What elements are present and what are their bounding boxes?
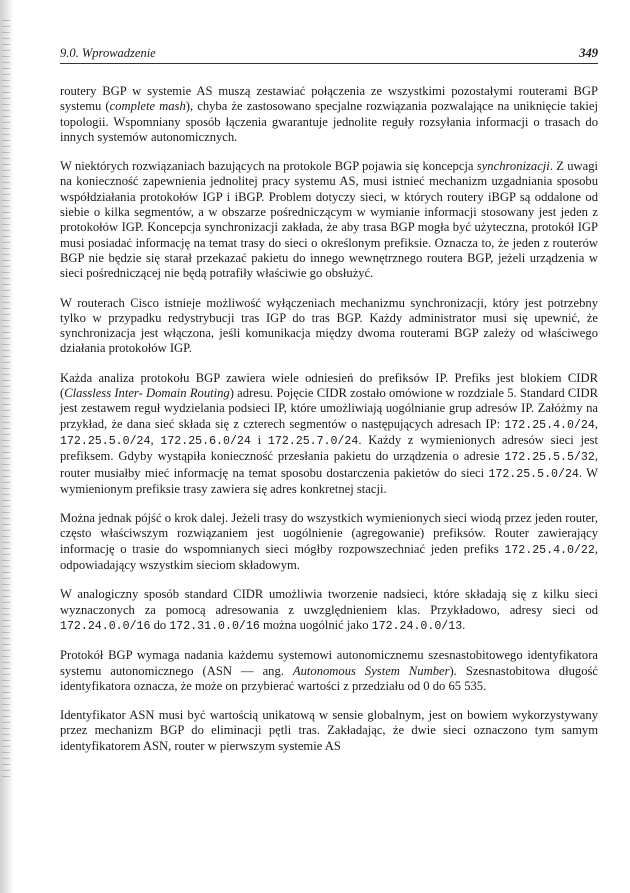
text-run: Identyfikator ASN musi być wartością unikatową w sensie globalnym, jest on bowiem wykorzystywany przez mechanizm BGP do eliminacji pętli tras. Zakładając, że dwie sieci oznaczono tym samym identyfikatorem ASN, router w pierwszym systemie AS: [60, 708, 598, 753]
paragraph-7: [60, 648, 598, 694]
text-run: ,: [150, 432, 161, 447]
text-run: , router musiałby mieć informację na temat sposobu dostarczenia pakietów do sieci: [60, 449, 598, 480]
ip-prefix: 172.31.0.0/16: [169, 619, 260, 633]
ip-prefix: 172.25.4.0/22: [504, 543, 595, 557]
ip-prefix: 172.24.0.0/16: [60, 619, 151, 633]
text-run: ) adresu. Pojęcie CIDR zostało omówione w rozdziale 5. Standard CIDR jest zestawem reguł wydzielania podsieci IP, które umożliwiają uogólnianie grup adresów IP. Załóżmy na przykład, że dana sieć składa się z czterech segmentów o następujących adresach IP:: [60, 386, 598, 431]
paragraph-1: [60, 84, 598, 145]
paragraph-4: [60, 371, 598, 497]
paragraph-8: [60, 708, 598, 754]
text-run: W routerach Cisco istnieje możliwość wyłączeniach mechanizmu synchronizacji, który jest potrzebny tylko w przypadku redystrybucji tras IGP do tras BGP. Każdy administrator musi się upewnić, że synchronizacja jest włączona, jeśli komunikacja między dwoma routerami BGP zależy od właściwego działania protokołów IGP.: [60, 295, 598, 356]
text-run: i: [250, 432, 268, 447]
text-run: routery BGP w systemie AS muszą zestawiać połączenia ze wszystkimi pozostałymi routerami BGP systemu (: [60, 84, 598, 114]
italic-term: Autonomous System Number: [292, 663, 450, 678]
ip-prefix: 172.25.5.0/24: [488, 467, 579, 481]
ip-prefix: 172.24.0.0/13: [371, 619, 463, 633]
ip-prefix: 172.25.5.0/24: [60, 434, 151, 448]
italic-term: Classless Inter- Domain Routing: [64, 386, 230, 401]
ip-prefix: 172.25.7.0/24: [267, 434, 359, 448]
ip-prefix: 172.25.4.0/24: [504, 418, 595, 432]
text-run: . Z uwagi na konieczność zapewnienia jednolitej pracy systemu AS, musi istnieć mechanizm uzgadniania sposobu współdziałania protokołów IGP i iBGP. Problem dotyczy sieci, w których routery iBGP są oddalone od siebie o kilka segmentów, a w obszarze pośredniczącym w wymianie informacji stosowany jest jeden z protokołów IGP. Koncepcja synchronizacji zakłada, że aby trasa BGP mogła być użyteczna, protokół IGP musi posiadać informację na temat trasy do sieci o określonym prefiksie. Oznacza to, że jeden z routerów BGP nie będzie się starał przekazać pakietu do innego wewnętrznego routera BGP, jeżeli urządzenia w sieci pośredniczącej nie będą potrafiły właściwie go obsłużyć.: [60, 159, 599, 281]
italic-term: synchronizacji: [476, 159, 550, 174]
ip-prefix: 172.25.5.5/32: [504, 451, 595, 465]
header-rule: [60, 63, 598, 64]
running-header: [60, 44, 598, 64]
text-run: ), chyba że zastosowano specjalne rozwiązania pozwalające na uniknięcie takiej topologii. Wspomniany sposób łączenia gwarantuje jednolite reguły rozsyłania informacji o trasach do innych systemów autonomicznych.: [60, 99, 598, 144]
text-run: do: [150, 617, 170, 632]
ip-prefix: 172.25.6.0/24: [160, 434, 251, 448]
text-run: . Każdy z wymienionych adresów sieci jest prefiksem. Gdyby wystąpiła konieczność przesłania pakietu do urządzenia o adresie: [60, 432, 599, 464]
text-run: można uogólnić jako: [259, 617, 372, 632]
paragraph-2: [60, 159, 598, 281]
text-run: .: [462, 617, 466, 632]
text-run: , odpowiadający wszystkim sieciom składowym.: [60, 541, 598, 573]
text-run: W analogiczny sposób standard CIDR umożliwia tworzenie nadsieci, które składają się z kilku sieci wyznaczonych za pomocą adresowania z uwzględnieniem klas. Przykładowo, adresy sieci od: [60, 587, 598, 617]
scan-spine-shadow: [0, 0, 14, 893]
italic-term: complete mash: [109, 99, 186, 114]
text-run: . W wymienionym prefiksie trasy zawiera się adres konkretnej stacji.: [60, 465, 598, 496]
scan-spine-specks: [2, 20, 10, 780]
text-run: Każda analiza protokołu BGP zawiera wiele odniesień do prefiksów IP. Prefiks jest blokiem CIDR (: [60, 370, 598, 401]
section-title: 9.0. Wprowadzenie: [60, 46, 156, 60]
text-run: ,: [594, 416, 598, 431]
paragraph-3: [60, 296, 598, 357]
paragraph-6: [60, 587, 598, 634]
text-run: Protokół BGP wymaga nadania każdemu systemowi autonomicznemu szesnastobitowego identyfikatora systemu autonomicznego (ASN — ang.: [60, 648, 598, 678]
paragraph-5: [60, 511, 598, 573]
page-number: 349: [579, 46, 598, 60]
text-run: Można jednak pójść o krok dalej. Jeżeli trasy do wszystkich wymienionych sieci wiodą przez jeden router, często właściwszym rozwiązaniem jest uogólnienie (agregowanie) prefiksów. Router zawierający informację o trasie do wspomnianych sieci mógłby rozpowszechniać jeden prefiks: [60, 511, 598, 556]
text-run: ). Szesnastobitowa długość identyfikatora oznacza, że może on przybierać wartości z przedziału od 0 do 65 535.: [60, 663, 598, 693]
body-text: [60, 84, 598, 768]
text-run: W niektórych rozwiązaniach bazujących na protokole BGP pojawia się koncepcja: [60, 159, 477, 174]
